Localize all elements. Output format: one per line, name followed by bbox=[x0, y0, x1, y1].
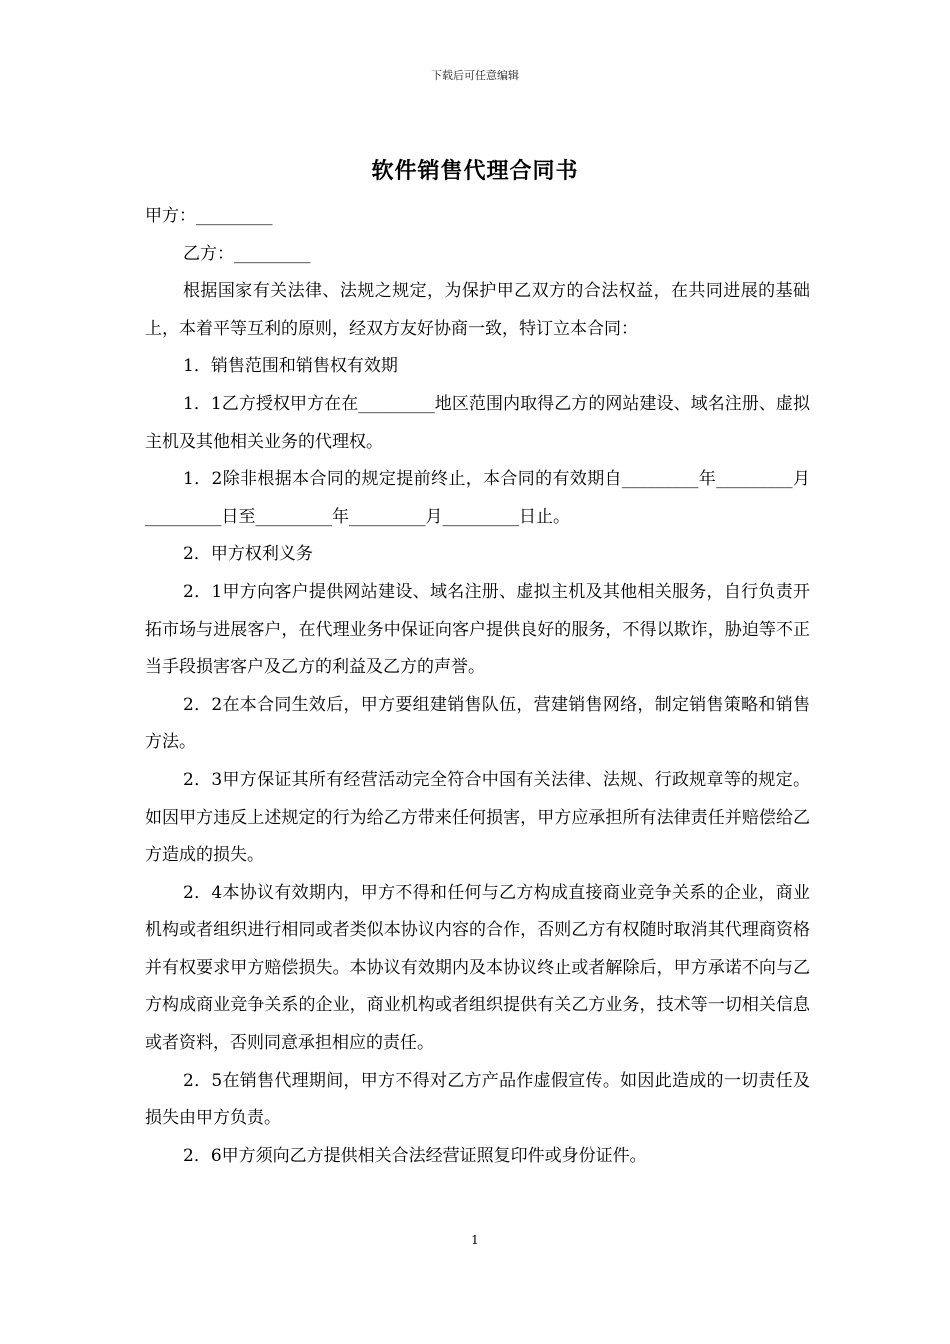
clause-2-3: 2．3甲方保证其所有经营活动完全符合中国有关法律、法规、行政规章等的规定。如因甲方违反上述规定的行为给乙方带来任何损害，甲方应承担所有法律责任并赔偿给乙方造成的损失。 bbox=[145, 769, 810, 866]
clause-1-2: 1．2除非根据本合同的规定提前终止，本合同的有效期自_________年_________月_________日至_________年_________月_________日止。 bbox=[145, 469, 810, 527]
clause-2-2: 2．2在本合同生效后，甲方要组建销售队伍，营建销售网络，制定销售策略和销售方法。 bbox=[145, 694, 810, 753]
party-b-line: 乙方：_________ bbox=[183, 243, 311, 264]
header-note: 下载后可任意编辑 bbox=[431, 69, 519, 82]
clause-2-6: 2．6甲方须向乙方提供相关合法经营证照复印件或身份证件。 bbox=[183, 1145, 647, 1166]
page-number: 1 bbox=[471, 1233, 479, 1247]
clause-2-5: 2．5在销售代理期间，甲方不得对乙方产品作虚假宣传。如因此造成的一切责任及损失由甲方负责。 bbox=[145, 1070, 810, 1129]
preamble-paragraph: 根据国家有关法律、法规之规定，为保护甲乙双方的合法权益，在共同进展的基础上，本着平等互利的原则，经双方友好协商一致，特订立本合同： bbox=[145, 281, 810, 339]
document-body bbox=[145, 198, 810, 1175]
clause-1-1: 1．1乙方授权甲方在在_________地区范围内取得乙方的网站建设、域名注册、虚拟主机及其他相关业务的代理权。 bbox=[145, 393, 810, 452]
clause-2-1: 2．1甲方向客户提供网站建设、域名注册、虚拟主机及其他相关服务，自行负责开拓市场与进展客户，在代理业务中保证向客户提供良好的服务，不得以欺诈，胁迫等不正当手段损害客户及乙方的利益及乙方的声誉。 bbox=[145, 581, 810, 678]
document-title: 软件销售代理合同书 bbox=[371, 158, 579, 184]
section-heading-2: 2．甲方权利义务 bbox=[183, 544, 313, 565]
clause-2-4: 2．4本协议有效期内，甲方不得和任何与乙方构成直接商业竞争关系的企业，商业机构或者组织进行相同或者类似本协议内容的合作，否则乙方有权随时取消其代理商资格并有权要求甲方赔偿损失。本协议有效期内及本协议终止或者解除后，甲方承诺不向与乙方构成商业竞争关系的企业，商业机构或者组织提供有关乙方业务，技术等一切相关信息或者资料，否则同意承担相应的责任。 bbox=[145, 882, 810, 1054]
section-heading-1: 1．销售范围和销售权有效期 bbox=[183, 356, 398, 377]
party-a-line: 甲方：_________ bbox=[145, 206, 273, 226]
